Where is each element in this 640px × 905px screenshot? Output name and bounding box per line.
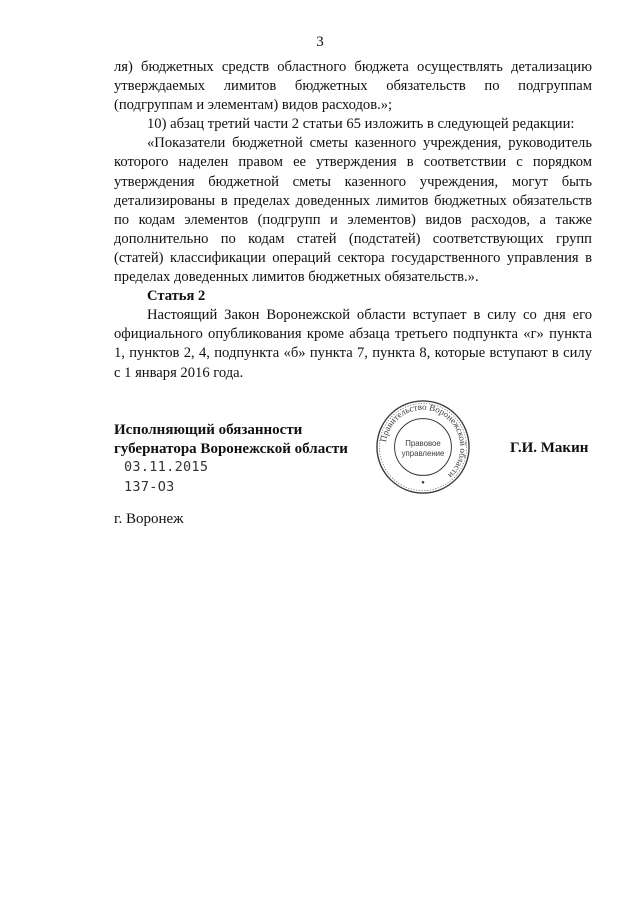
seal-inner-line-1: Правовое (405, 439, 441, 449)
document-body (114, 58, 592, 383)
article-text: Настоящий Закон Воронежской области вступает в силу со дня его официального опубликования кроме абзаца третьего подпункта «г» пункта 1, пунктов 2, 4, подпункта «б» пункта 7, пункта 8, которые вступают в силу с 1 января 2016 года. (114, 307, 592, 381)
article-heading: Статья 2 (147, 288, 206, 305)
seal-inner-line-2: управление (401, 448, 445, 458)
page-number: 3 (316, 34, 324, 50)
quoted-paragraph: «Показатели бюджетной сметы казенного учреждения, руководитель которого наделен правом ее утверждения в соответствии с порядком утверждения бюджетной сметы казенного учреждения, могут быть детализированы в пределах доведенных лимитов бюджетных обязательств по кодам элементов (подгрупп и элементов) видов расходов, а также дополнительно по кодам статей (подстатей) соответствующих групп (статей) классификации операций сектора государственного управления в пределах доведенных лимитов бюджетных обязательств.». (114, 135, 592, 286)
document-number: 137-ОЗ (124, 479, 175, 495)
city: г. Воронеж (114, 511, 184, 527)
official-seal (374, 398, 472, 496)
item-10-paragraph: 10) абзац третий части 2 статьи 65 изложить в следующей редакции: (147, 116, 575, 133)
document-date: 03.11.2015 (124, 459, 209, 475)
seal-dot (422, 481, 425, 484)
signature-title (114, 421, 348, 459)
continuation-paragraph: ля) бюджетных средств областного бюджета осуществлять детализацию утверждаемых лимитов бюджетных обязательств по подгруппам (подгруппам и элементам) видов расходов.»; (114, 59, 592, 114)
seal-outer-text: Правительство Воронежской области (378, 401, 469, 481)
signature-title-line-1: Исполняющий обязанности (114, 422, 303, 438)
signer-name: Г.И. Макин (510, 440, 589, 456)
signature-title-line-2: губернатора Воронежской области (114, 441, 348, 457)
